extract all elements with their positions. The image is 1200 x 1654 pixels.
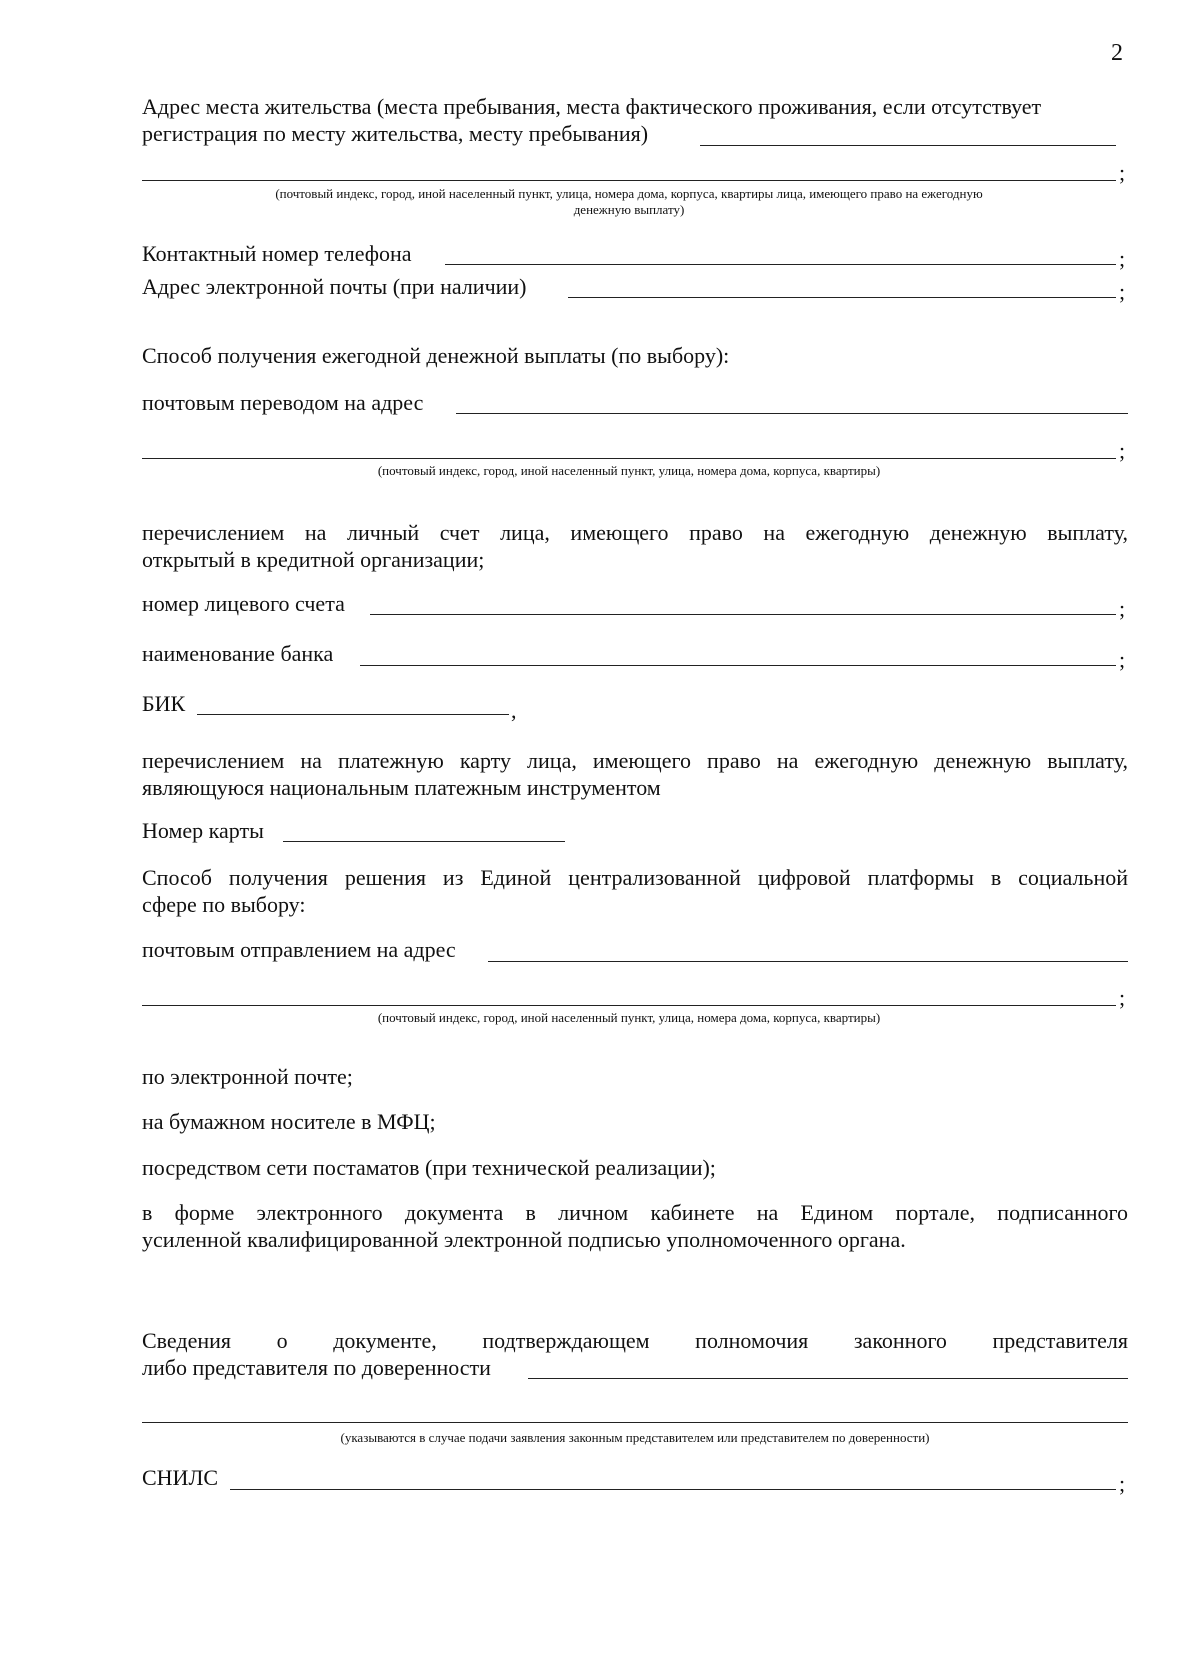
payment-postal-field-line2[interactable]	[142, 458, 1116, 459]
payment-postal-field-line1[interactable]	[456, 413, 1128, 414]
decision-option-electronic-line2: усиленной квалифицированной электронной подписью уполномоченного органа.	[142, 1227, 906, 1252]
decision-option-email: по электронной почте;	[142, 1064, 353, 1089]
payment-card-line1: перечислением на платежную карту лица, имеющего право на ежегодную денежную выплату,	[142, 748, 1128, 773]
bank-name-label: наименование банка	[142, 641, 334, 666]
representative-field-line2[interactable]	[142, 1422, 1128, 1423]
page-number: 2	[1111, 40, 1123, 66]
decision-heading-line1: Способ получения решения из Единой централизованной цифровой платформы в социальной	[142, 865, 1128, 890]
email-field[interactable]	[568, 297, 1116, 298]
payment-account-line1: перечислением на личный счет лица, имеющего право на ежегодную денежную выплату,	[142, 520, 1128, 545]
card-number-label: Номер карты	[142, 818, 264, 843]
representative-line1: Сведения о документе, подтверждающем полномочия законного представителя	[142, 1328, 1128, 1353]
phone-label: Контактный номер телефона	[142, 241, 412, 266]
decision-postal-field-line2[interactable]	[142, 1005, 1116, 1006]
payment-postal-hint: (почтовый индекс, город, иной населенный пункт, улица, номера дома, корпуса, квартиры)	[377, 463, 881, 478]
address-semicolon: ;	[1119, 160, 1126, 185]
payment-heading: Способ получения ежегодной денежной выплаты (по выбору):	[142, 343, 730, 368]
bik-comma: ,	[511, 698, 517, 723]
email-semicolon: ;	[1119, 279, 1126, 304]
address-label-line1: Адрес места жительства (места пребывания, места фактического проживания, если отсутствует	[142, 94, 1042, 119]
snils-label: СНИЛС	[142, 1465, 219, 1490]
address-field-line2[interactable]	[142, 180, 1116, 181]
decision-option-paper: на бумажном носителе в МФЦ;	[142, 1109, 436, 1134]
email-label: Адрес электронной почты (при наличии)	[142, 274, 527, 299]
account-number-field[interactable]	[370, 614, 1116, 615]
address-field-line1[interactable]	[700, 145, 1116, 146]
account-number-label: номер лицевого счета	[142, 591, 345, 616]
bank-name-semicolon: ;	[1119, 647, 1126, 672]
address-label-line2: регистрация по месту жительства, месту пребывания)	[142, 121, 649, 146]
phone-field[interactable]	[445, 264, 1116, 265]
decision-option-electronic-line1: в форме электронного документа в личном кабинете на Едином портале, подписанного	[142, 1200, 1128, 1225]
address-hint-line2: денежную выплату)	[573, 202, 685, 217]
decision-postal-field-line1[interactable]	[488, 961, 1128, 962]
decision-option-postamat: посредством сети постаматов (при технической реализации);	[142, 1155, 716, 1180]
decision-postal-semicolon: ;	[1119, 985, 1126, 1010]
account-number-semicolon: ;	[1119, 596, 1126, 621]
decision-postal-label: почтовым отправлением на адрес	[142, 937, 456, 962]
bik-field[interactable]	[197, 714, 509, 715]
payment-account-line2: открытый в кредитной организации;	[142, 547, 485, 572]
payment-card-line2: являющуюся национальным платежным инструментом	[142, 775, 661, 800]
decision-heading-line2: сфере по выбору:	[142, 892, 306, 917]
decision-postal-hint: (почтовый индекс, город, иной населенный пункт, улица, номера дома, корпуса, квартиры)	[377, 1010, 881, 1025]
snils-field[interactable]	[230, 1489, 1116, 1490]
phone-semicolon: ;	[1119, 246, 1126, 271]
payment-postal-semicolon: ;	[1119, 438, 1126, 463]
address-hint-line1: (почтовый индекс, город, иной населенный пункт, улица, номера дома, корпуса, квартиры лица, имеющего право на ежегодную	[275, 186, 983, 201]
payment-postal-label: почтовым переводом на адрес	[142, 390, 424, 415]
representative-line2: либо представителя по доверенности	[142, 1355, 491, 1380]
representative-field-line1[interactable]	[528, 1378, 1128, 1379]
representative-hint: (указываются в случае подачи заявления законным представителем или представителем по доверенности)	[340, 1430, 930, 1445]
snils-semicolon: ;	[1119, 1471, 1126, 1496]
card-number-field[interactable]	[283, 841, 565, 842]
bank-name-field[interactable]	[360, 665, 1116, 666]
bik-label: БИК	[142, 691, 186, 716]
